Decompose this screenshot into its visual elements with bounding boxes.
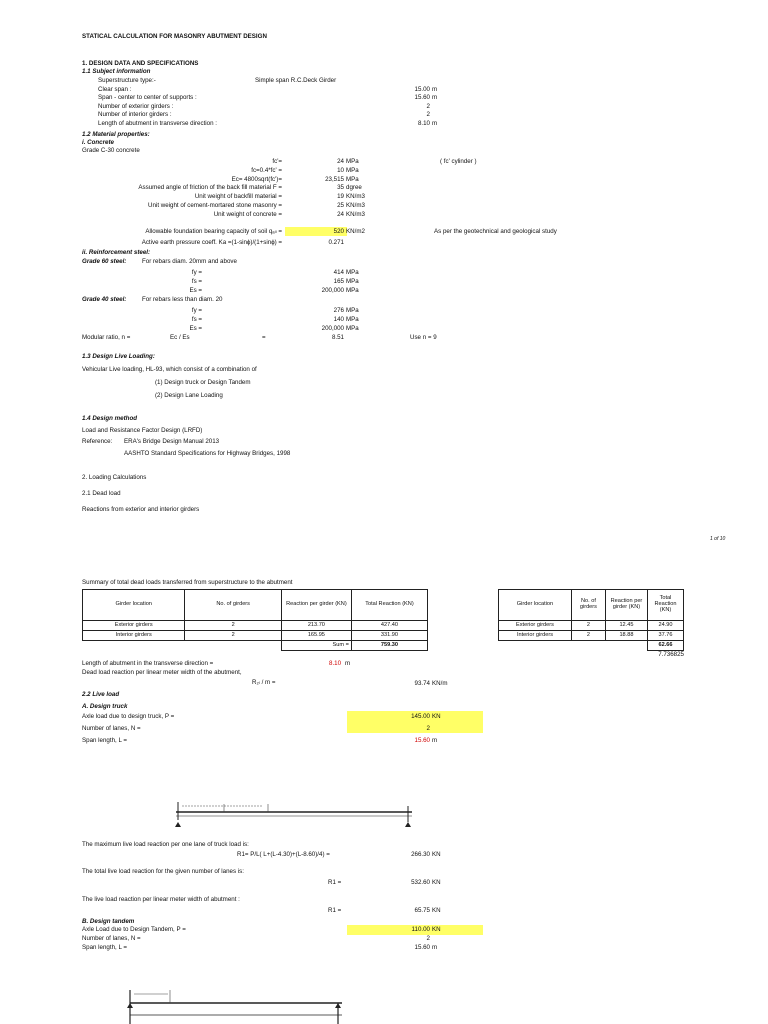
row-unit: m bbox=[432, 94, 438, 101]
grade60-desc: For rebars diam. 20mm and above bbox=[142, 258, 237, 265]
max-reaction-value: 266.30 bbox=[411, 851, 430, 858]
grade40-heading: Grade 40 steel: bbox=[82, 296, 127, 303]
deadload-label: Dead load reaction per linear meter width of the abutment, bbox=[82, 669, 242, 676]
deadload-unit: KN/m bbox=[432, 680, 448, 687]
mat-note: ( fc' cylinder ) bbox=[440, 158, 477, 165]
mat-unit: MPa bbox=[346, 158, 359, 165]
mat-label: fc=0.4*fc' = bbox=[251, 167, 282, 174]
table-header: No. of girders bbox=[185, 590, 281, 621]
tandem-value: 2 bbox=[426, 935, 430, 942]
row-value: Simple span R.C.Deck Girder bbox=[255, 77, 337, 84]
tandem-label: Axle Load due to Design Tandem, P = bbox=[82, 926, 186, 933]
subsection-1-3: 1.3 Design Live Loading: bbox=[82, 353, 155, 360]
steel-unit: MPa bbox=[346, 278, 359, 285]
mat-unit: KN/m3 bbox=[346, 211, 365, 218]
modular-label: Modular ratio, n = bbox=[82, 334, 131, 341]
table-cell: Interior girders bbox=[83, 631, 185, 641]
row-label: Number of interior girders : bbox=[98, 111, 172, 118]
per-meter-unit: KN bbox=[432, 907, 441, 914]
row-value: 15.60 bbox=[414, 94, 430, 101]
table-cell: 165.95 bbox=[281, 631, 351, 641]
table-cell: Exterior girders bbox=[83, 621, 185, 631]
table-header: Girder location bbox=[83, 590, 185, 621]
row-label: Superstructure type:- bbox=[98, 77, 156, 84]
table-cell: 2 bbox=[571, 621, 605, 631]
mat-label: fc'= bbox=[272, 158, 282, 165]
design-truck-heading: A. Design truck bbox=[82, 703, 128, 710]
truck-unit: m bbox=[432, 737, 438, 744]
deadload-expr: R₂ₗ / m = bbox=[252, 679, 276, 686]
reference-2: AASHTO Standard Specifications for Highway Bridges, 1998 bbox=[124, 450, 291, 457]
truck-unit: KN bbox=[432, 713, 441, 720]
table-header: Reaction per girder (KN) bbox=[281, 590, 351, 621]
mat-value: 24 bbox=[337, 211, 344, 218]
table-cell: 2 bbox=[571, 631, 605, 641]
total-reaction-text: The total live load reaction for the given number of lanes is: bbox=[82, 868, 244, 875]
table-cell: 37.76 bbox=[648, 631, 684, 641]
live-load-item: (1) Design truck or Design Tandem bbox=[155, 379, 251, 386]
steel-unit: MPa bbox=[346, 287, 359, 294]
page-number: 1 of 10 bbox=[710, 536, 726, 542]
per-meter-value: 65.75 bbox=[414, 907, 430, 914]
table-header: No. of girders bbox=[571, 590, 605, 621]
tandem-unit: m bbox=[432, 944, 438, 951]
truck-value: 145.00 bbox=[411, 713, 430, 720]
mat-label: Ec= 4800sqrt(fc')= bbox=[231, 176, 282, 183]
reference-label: Reference: bbox=[82, 438, 113, 445]
extra-value: 7.736825 bbox=[658, 651, 684, 658]
steel-value: 165 bbox=[333, 278, 344, 285]
steel-value: 200,000 bbox=[321, 287, 344, 294]
steel-value: 200,000 bbox=[321, 325, 344, 332]
total-reaction-unit: KN bbox=[432, 879, 441, 886]
table-header: Total Reaction (KN) bbox=[351, 590, 427, 621]
table-cell: 331.90 bbox=[351, 631, 427, 641]
mat-unit: KN/m2 bbox=[346, 228, 365, 235]
table-cell: 2 bbox=[185, 631, 281, 641]
grade60-heading: Grade 60 steel: bbox=[82, 258, 127, 265]
row-unit: m bbox=[432, 120, 438, 127]
mat-unit: KN/m3 bbox=[346, 193, 365, 200]
mat-unit: MPa bbox=[346, 167, 359, 174]
truck-label: Axle load due to design truck, P = bbox=[82, 713, 175, 720]
sum-value: 759.30 bbox=[351, 641, 427, 651]
row-value: 2 bbox=[426, 111, 430, 118]
mat-label: Unit weight of cement-mortared stone masonry = bbox=[148, 202, 282, 209]
subsection-1-2: 1.2 Material properties: bbox=[82, 131, 150, 138]
reactions-text: Reactions from exterior and interior girders bbox=[82, 506, 200, 513]
mat-value: 520 bbox=[333, 228, 344, 235]
design-tandem-heading: B. Design tandem bbox=[82, 918, 135, 925]
total-reaction-label: R1 = bbox=[328, 879, 342, 886]
mat-label: Unit weight of concrete = bbox=[213, 211, 282, 218]
sum-label: Sum = bbox=[281, 641, 351, 651]
steel-label: fs = bbox=[191, 316, 202, 323]
row-value: 2 bbox=[426, 103, 430, 110]
design-method: Load and Resistance Factor Design (LRFD) bbox=[82, 427, 203, 434]
row-unit: m bbox=[432, 86, 438, 93]
truck-label: Span length, L = bbox=[82, 737, 128, 744]
table-cell: 2 bbox=[185, 621, 281, 631]
mat-value: 24 bbox=[337, 158, 344, 165]
mat-unit: MPa bbox=[346, 176, 359, 183]
max-reaction-text: The maximum live load reaction per one lane of truck load is: bbox=[82, 841, 249, 848]
modular-expr: Ec / Es bbox=[170, 334, 190, 341]
truck-value: 15.60 bbox=[414, 737, 430, 744]
mat-unit: KN/m3 bbox=[346, 202, 365, 209]
subsection-2-1: 2.1 Dead load bbox=[82, 490, 121, 497]
truck-value: 2 bbox=[426, 725, 430, 732]
row-value: 8.10 bbox=[417, 120, 430, 127]
modular-value: 8.51 bbox=[331, 334, 344, 341]
tandem-value: 15.60 bbox=[414, 944, 430, 951]
table-header: Total Reaction (KN) bbox=[648, 590, 684, 621]
reference-1: ERA's Bridge Design Manual 2013 bbox=[124, 438, 220, 445]
table-cell: 12.45 bbox=[605, 621, 647, 631]
table-header: Reaction per girder (KN) bbox=[605, 590, 647, 621]
tandem-label: Number of lanes, N = bbox=[82, 935, 141, 942]
table-cell: 427.40 bbox=[351, 621, 427, 631]
row-label: Clear span : bbox=[98, 86, 132, 93]
concrete-grade: Grade C-30 concrete bbox=[82, 147, 140, 154]
mat-value: 10 bbox=[337, 167, 344, 174]
grade40-desc: For rebars less than diam. 20 bbox=[142, 296, 223, 303]
sum-value: 62.66 bbox=[648, 641, 684, 651]
steel-unit: MPa bbox=[346, 316, 359, 323]
mat-label: Allowable foundation bearing capacity of soil qₐₗₗ = bbox=[145, 228, 282, 235]
length-unit: m bbox=[345, 660, 351, 667]
mat-value: 0.271 bbox=[328, 239, 344, 246]
max-reaction-formula: R1= P/L( L+(L-4.30)+(L-8.60)/4) = bbox=[237, 851, 330, 858]
mat-label: Active earth pressure coeff. Ka =(1-sinɸ)/(1+sinɸ) = bbox=[141, 239, 282, 246]
row-value: 15.00 bbox=[414, 86, 430, 93]
steel-label: fs = bbox=[191, 278, 202, 285]
mat-note: As per the geotechnical and geological study bbox=[434, 228, 557, 235]
subsection-1-1: 1.1 Subject information bbox=[82, 68, 151, 75]
mat-value: 25 bbox=[337, 202, 344, 209]
max-reaction-unit: KN bbox=[432, 851, 441, 858]
total-reaction-value: 532.60 bbox=[411, 879, 430, 886]
modular-eq: = bbox=[262, 334, 266, 341]
section-2-heading: 2. Loading Calculations bbox=[82, 474, 147, 481]
steel-value: 140 bbox=[333, 316, 344, 323]
table-header: Girder location bbox=[499, 590, 572, 621]
mat-value: 35 bbox=[337, 184, 344, 191]
mat-unit: dgree bbox=[346, 184, 362, 191]
steel-heading: ii. Reinforcement steel: bbox=[82, 249, 151, 256]
per-meter-text: The live load reaction per linear meter width of abutment : bbox=[82, 896, 240, 903]
modular-use: Use n = 9 bbox=[410, 334, 437, 341]
tandem-unit: KN bbox=[432, 926, 441, 933]
steel-unit: MPa bbox=[346, 325, 359, 332]
tandem-beam-diagram bbox=[127, 990, 342, 1024]
section-1-heading: 1. DESIGN DATA AND SPECIFICATIONS bbox=[82, 60, 199, 67]
row-label: Number of exterior girders : bbox=[98, 103, 174, 110]
mat-value: 19 bbox=[337, 193, 344, 200]
table-cell: Exterior girders bbox=[499, 621, 572, 631]
truck-label: Number of lanes, N = bbox=[82, 725, 141, 732]
summary-caption: Summary of total dead loads transferred from superstructure to the abutment bbox=[82, 579, 293, 586]
subsection-2-2: 2.2 Live load bbox=[82, 691, 120, 698]
concrete-heading: i. Concrete bbox=[82, 139, 114, 146]
mat-label: Assumed angle of friction of the back fill material F = bbox=[138, 184, 282, 191]
subsection-1-4: 1.4 Design method bbox=[82, 415, 138, 422]
live-load-text: Vehicular Live loading, HL-93, which consist of a combination of bbox=[82, 366, 257, 373]
live-load-item: (2) Design Lane Loading bbox=[155, 392, 223, 399]
steel-unit: MPa bbox=[346, 269, 359, 276]
truck-beam-diagram bbox=[175, 802, 412, 827]
steel-label: fy = bbox=[191, 269, 202, 276]
mat-value: 23,515 bbox=[325, 176, 344, 183]
per-meter-label: R1 = bbox=[328, 907, 342, 914]
steel-label: Es = bbox=[189, 325, 202, 332]
deadload-value: 93.74 bbox=[414, 680, 430, 687]
mat-label: Unit weight of backfill material = bbox=[194, 193, 282, 200]
steel-value: 414 bbox=[333, 269, 344, 276]
steel-label: Es = bbox=[189, 287, 202, 294]
row-label: Span - center to center of supports : bbox=[98, 94, 197, 101]
table-cell: 24.90 bbox=[648, 621, 684, 631]
table-cell: Interior girders bbox=[499, 631, 572, 641]
table-cell: 213.70 bbox=[281, 621, 351, 631]
steel-value: 276 bbox=[333, 307, 344, 314]
row-label: Length of abutment in transverse direction : bbox=[98, 120, 218, 127]
length-label: Length of abutment in the transverse direction = bbox=[82, 660, 214, 667]
steel-label: fy = bbox=[191, 307, 202, 314]
document-title: STATICAL CALCULATION FOR MASONRY ABUTMENT DESIGN bbox=[82, 33, 267, 40]
table-cell: 18.88 bbox=[605, 631, 647, 641]
steel-unit: MPa bbox=[346, 307, 359, 314]
length-value: 8.10 bbox=[329, 660, 342, 667]
tandem-label: Span length, L = bbox=[82, 944, 128, 951]
tandem-value: 110.00 bbox=[411, 926, 430, 933]
